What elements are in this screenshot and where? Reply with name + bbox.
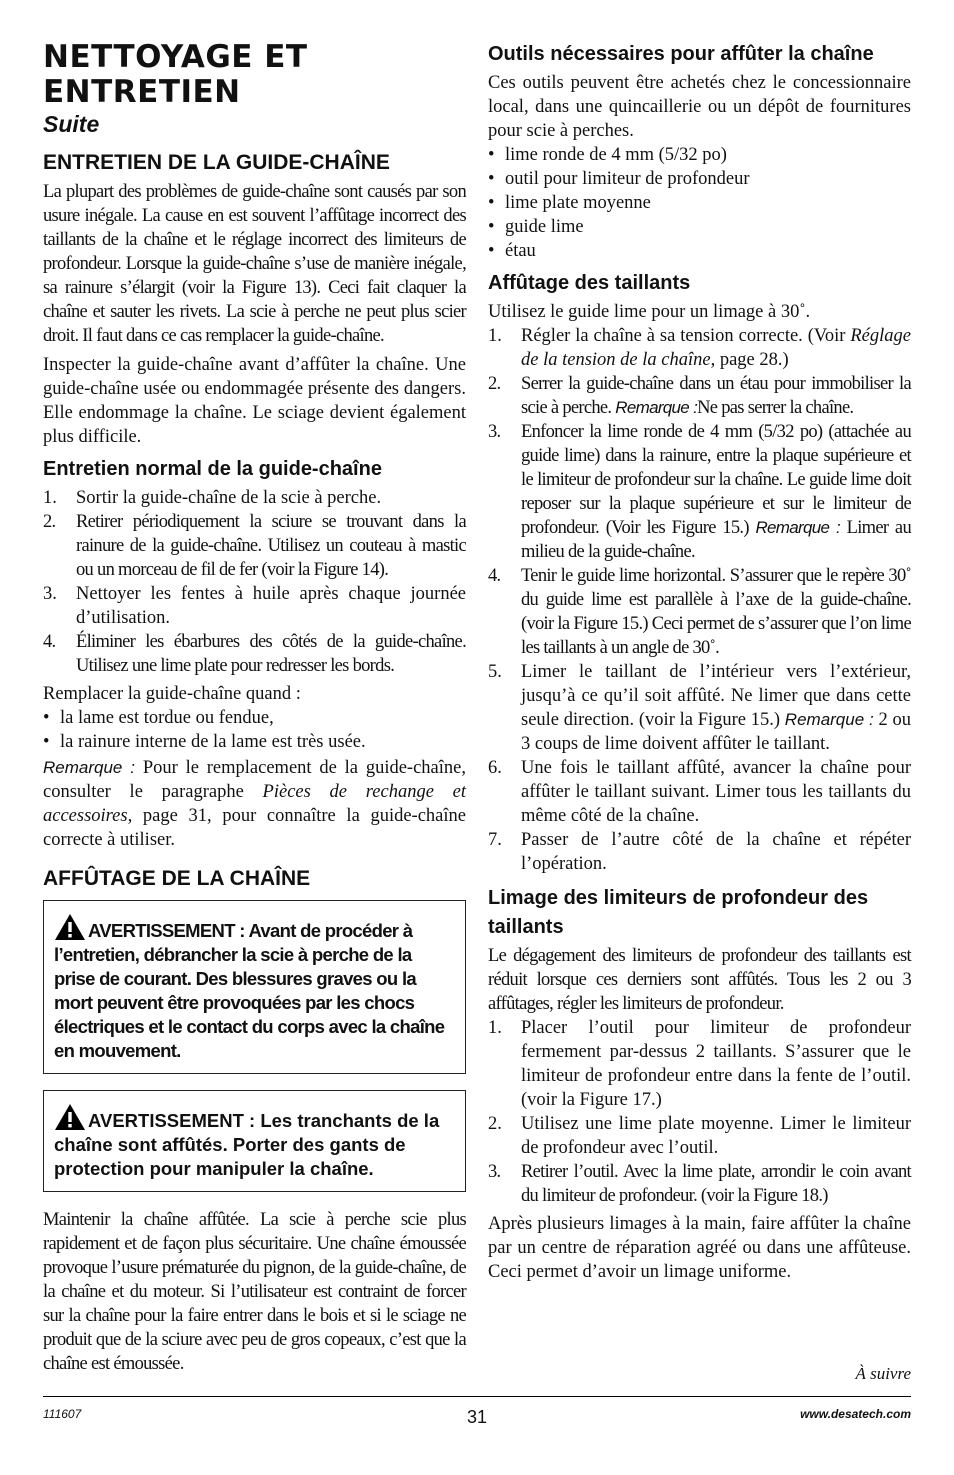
paragraph: Remplacer la guide-chaîne quand : bbox=[43, 684, 301, 704]
numbered-list bbox=[488, 324, 911, 876]
list-item: 1. Sortir la guide-chaîne de la scie à perche. bbox=[43, 488, 382, 508]
paragraph: Maintenir la chaîne affûtée. La scie à perche scie plus rapidement et de façon plus sécuritaire. Une chaîne émoussée provoque l’usure prématurée du pignon, de la guide-chaîne, de la chaîne et du moteur. Si l’utilisateur est contraint de forcer sur la chaîne pour la faire entrer dans le bois et si le sciage ne produit que de la sciure avec peu de gros copeaux, c’est que la chaîne est émoussée. bbox=[43, 1210, 466, 1374]
numbered-list bbox=[488, 1016, 911, 1208]
paragraph: La plupart des problèmes de guide-chaîne sont causés par son usure inégale. La cause en est souvent l’affûtage incorrect des taillants de la chaîne et le réglage incorrect des limiteurs de profondeur. Lorsque la guide-chaîne s’use de manière inégale, sa rainure s’élargit (voir la Figure 13). Ceci fait claquer la chaîne et sauter les rivets. La scie à perche ne peut plus scier droit. Il faut dans ce cas remplacer la guide-chaîne. bbox=[43, 182, 466, 346]
list-item: 4. Éliminer les ébarbures des côtés de la guide-chaîne. Utilisez une lime plate pour redresser les bords. bbox=[43, 632, 466, 676]
paragraph: Le dégagement des limiteurs de profondeur des taillants est réduit lorsque ces derniers sont affûtés. Tous les 2 ou 3 affûtages, régler les limiteurs de profondeur. bbox=[488, 946, 911, 1014]
page-subtitle: Suite bbox=[43, 111, 100, 137]
list-item: 4. Tenir le guide lime horizontal. S’assurer que le repère 30˚ du guide lime est parallèle à l’axe de la guide-chaîne. (voir la Figure 15.) Ceci permet de s’assurer que l’on lime les taillants à un angle de 30˚. bbox=[488, 566, 911, 658]
subsection-heading-depth-gauges: Limage des limiteurs de profondeur des taillants bbox=[488, 887, 869, 938]
warning-box: AVERTISSEMENT : Les tranchants de la chaîne sont affûtés. Porter des gants de protection pour manipuler la chaîne. bbox=[43, 1090, 466, 1192]
subsection-heading-normal-maintenance: Entretien normal de la guide-chaîne bbox=[43, 458, 382, 480]
list-item: • guide lime bbox=[488, 215, 911, 239]
subsection-heading-tools: Outils nécessaires pour affûter la chaîne bbox=[488, 43, 874, 65]
paragraph: Utilisez le guide lime pour un limage à 30˚. bbox=[488, 302, 811, 322]
list-item: • lime plate moyenne bbox=[488, 191, 911, 215]
list-item: • lime ronde de 4 mm (5/32 po) bbox=[488, 143, 911, 167]
list-item: 6. Une fois le taillant affûté, avancer la chaîne pour affûter le taillant suivant. Limer tous les taillants du même côté de la chaîne. bbox=[488, 758, 911, 826]
title-line-2: ENTRETIEN bbox=[43, 74, 241, 110]
list-item: 3. Enfoncer la lime ronde de 4 mm (5/32 po) (attachée au guide lime) dans la rainure, entre la plaque supérieure et le limiteur de profondeur sur la chaîne. Le guide lime doit reposer sur la plaque supérieure et sur le limiteur de profondeur. (Voir les Figure 15.) Remarque : Limer au milieu de la guide-chaîne. bbox=[488, 422, 911, 562]
paragraph: Ces outils peuvent être achetés chez le concessionnaire local, dans une quincaillerie ou un dépôt de fournitures pour scie à perches. bbox=[488, 73, 911, 141]
section-heading-bar-maintenance: ENTRETIEN DE LA GUIDE-CHAÎNE bbox=[43, 151, 390, 174]
page-number: 31 bbox=[466, 1407, 488, 1427]
list-item: 5. Limer le taillant de l’intérieur vers l’extérieur, jusqu’à ce qu’il soit affûté. Ne limer que dans cette seule direction. (voir la Figure 15.) Remarque : 2 ou 3 coups de lime doivent affûter le taillant. bbox=[488, 662, 911, 754]
list-item: 2. Serrer la guide-chaîne dans un étau pour immobiliser la scie à perche. Remarque :Ne pas serrer la chaîne. bbox=[488, 374, 911, 418]
list-item: 1. Placer l’outil pour limiteur de profondeur fermement par-dessus 2 taillants. S’assurer que le limiteur de profondeur entre dans la fente de l’outil. (voir la Figure 17.) bbox=[488, 1018, 911, 1110]
list-item: • étau bbox=[488, 239, 911, 263]
paragraph: Après plusieurs limages à la main, faire affûter la chaîne par un centre de réparation agréé ou dans une affûteuse. Ceci permet d’avoir un limage uniforme. bbox=[488, 1214, 911, 1282]
paragraph: Inspecter la guide-chaîne avant d’affûter la chaîne. Une guide-chaîne usée ou endommagée présente des dangers. Elle endommage la chaîne. Le sciage devient également plus difficile. bbox=[43, 355, 466, 447]
list-item: 3. Retirer l’outil. Avec la lime plate, arrondir le coin avant du limiteur de profondeur. (voir la Figure 18.) bbox=[488, 1162, 911, 1206]
numbered-list bbox=[43, 486, 466, 678]
list-item: 1. Régler la chaîne à sa tension correcte. (Voir Réglage de la tension de la chaîne, page 28.) bbox=[488, 326, 911, 370]
title-line-1: NETTOYAGE ET bbox=[43, 39, 308, 75]
left-column bbox=[43, 40, 466, 1381]
list-item: 2. Retirer périodiquement la sciure se trouvant dans la rainure de la guide-chaîne. Utilisez un couteau à mastic ou un morceau de fil de fer (voir la Figure 14). bbox=[43, 512, 466, 580]
note-label: Remarque : bbox=[43, 758, 136, 777]
bullet-list bbox=[43, 706, 466, 754]
list-item: 7. Passer de l’autre côté de la chaîne et répéter l’opération. bbox=[488, 830, 911, 874]
list-item: 3. Nettoyer les fentes à huile après chaque journée d’utilisation. bbox=[43, 584, 466, 628]
section-heading-chain-sharpening: AFFÛTAGE DE LA CHAÎNE bbox=[43, 867, 311, 890]
bullet-list bbox=[488, 143, 911, 263]
right-column bbox=[488, 40, 911, 1289]
document-number: 111607 bbox=[43, 1407, 82, 1421]
list-item: • outil pour limiteur de profondeur bbox=[488, 167, 911, 191]
continued-label: À suivre bbox=[855, 1364, 911, 1383]
warning-icon bbox=[54, 913, 86, 941]
list-item: 2. Utilisez une lime plate moyenne. Limer le limiteur de profondeur avec l’outil. bbox=[488, 1114, 911, 1158]
list-item: • la rainure interne de la lame est très usée. bbox=[43, 730, 466, 754]
footer-divider bbox=[43, 1396, 911, 1397]
website-url: www.desatech.com bbox=[800, 1407, 911, 1421]
warning-icon bbox=[54, 1103, 86, 1131]
warning-box: AVERTISSEMENT : Avant de procéder à l’entretien, débrancher la scie à perche de la prise de courant. Des blessures graves ou la mort peuvent être provoquées par les chocs électriques et le contact du corps avec la chaîne en mouvement. bbox=[43, 900, 466, 1074]
list-item: • la lame est tordue ou fendue, bbox=[43, 706, 466, 730]
note-paragraph: Remarque : Pour le remplacement de la guide-chaîne, consulter le paragraphe Pièces de rechange et accessoires, page 31, pour connaître la guide-chaîne correcte à utiliser. bbox=[43, 758, 466, 850]
page-title bbox=[43, 40, 466, 110]
subsection-heading-sharpening: Affûtage des taillants bbox=[488, 272, 691, 294]
